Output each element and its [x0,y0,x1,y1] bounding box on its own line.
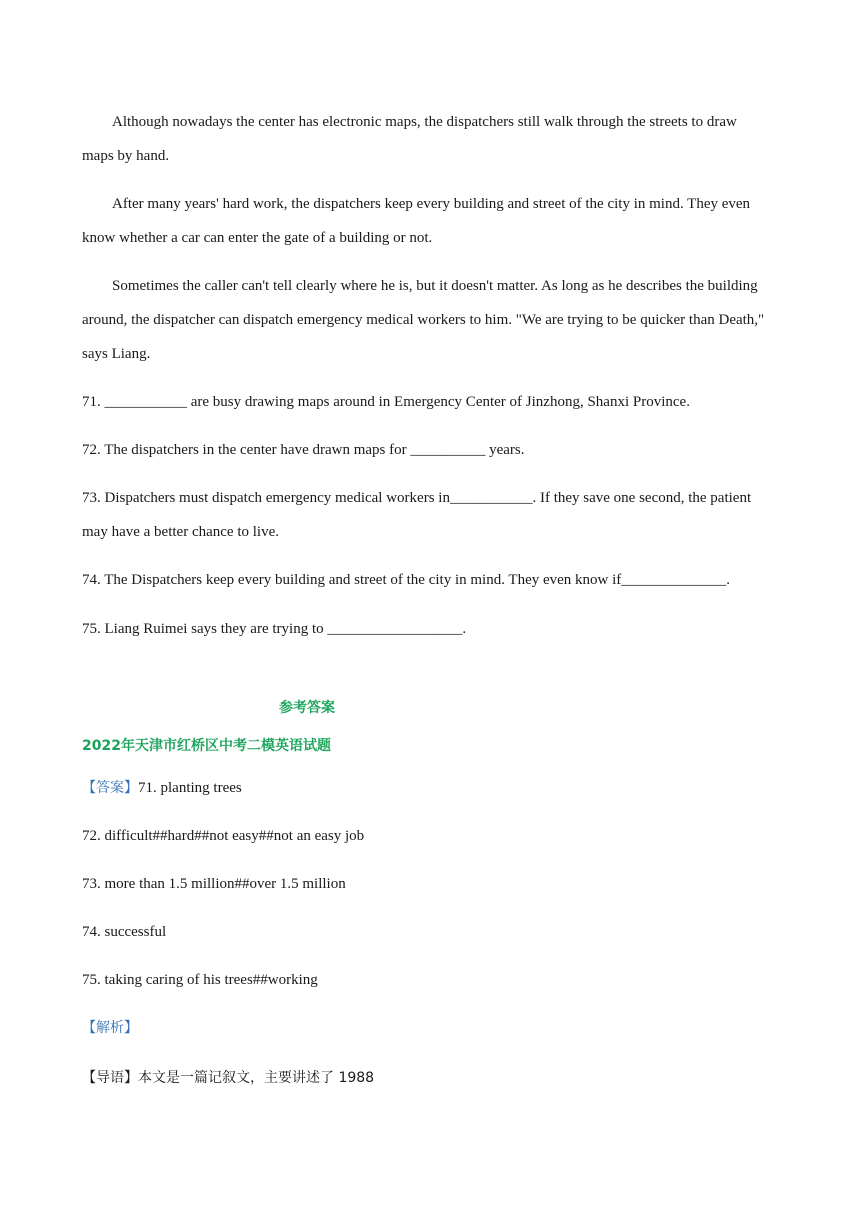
exam-title: 2022年天津市红桥区中考二模英语试题 [82,738,331,754]
question-71: 71. ___________ are busy drawing maps around in Emergency Center of Jinzhong, Shanxi Province. [82,394,690,410]
answer-73: 73. more than 1.5 million##over 1.5 million [82,876,346,892]
question-74: 74. The Dispatchers keep every building and street of the city in mind. They even know if______________. [82,572,731,588]
question-72: 72. The dispatchers in the center have drawn maps for __________ years. [82,442,525,458]
question-73: 73. Dispatchers must dispatch emergency medical workers in___________. If they save one second, the patient may have a better chance to live. [82,490,752,540]
answer-heading: 参考答案 [279,700,335,716]
answer-label: 【答案】 [82,780,138,796]
answer-72: 72. difficult##hard##not easy##not an easy job [82,828,365,844]
passage-paragraph-3: Sometimes the caller can't tell clearly where he is, but it doesn't matter. As long as he describes the building around, the dispatcher can dispatch emergency medical workers to him. "We are trying to be quicker than Death," says Liang. [82,278,765,362]
answer-74: 74. successful [82,924,167,940]
answer-71: 71. planting trees [138,780,242,796]
passage-paragraph-2: After many years' hard work, the dispatchers keep every building and street of the city in mind. They even know whether a car can enter the gate of a building or not. [82,196,751,246]
answer-75: 75. taking caring of his trees##working [82,972,318,988]
guide-text: 本文是一篇记叙文，主要讲述了 1988 [138,1070,375,1086]
answer-line-71 [82,778,242,798]
guide-line [82,1068,374,1088]
question-75: 75. Liang Ruimei says they are trying to __________________. [82,621,467,637]
passage-paragraph-1: Although nowadays the center has electronic maps, the dispatchers still walk through the streets to draw maps by hand. [82,114,737,164]
analysis-label: 【解析】 [82,1020,138,1036]
guide-label: 【导语】 [82,1070,138,1086]
